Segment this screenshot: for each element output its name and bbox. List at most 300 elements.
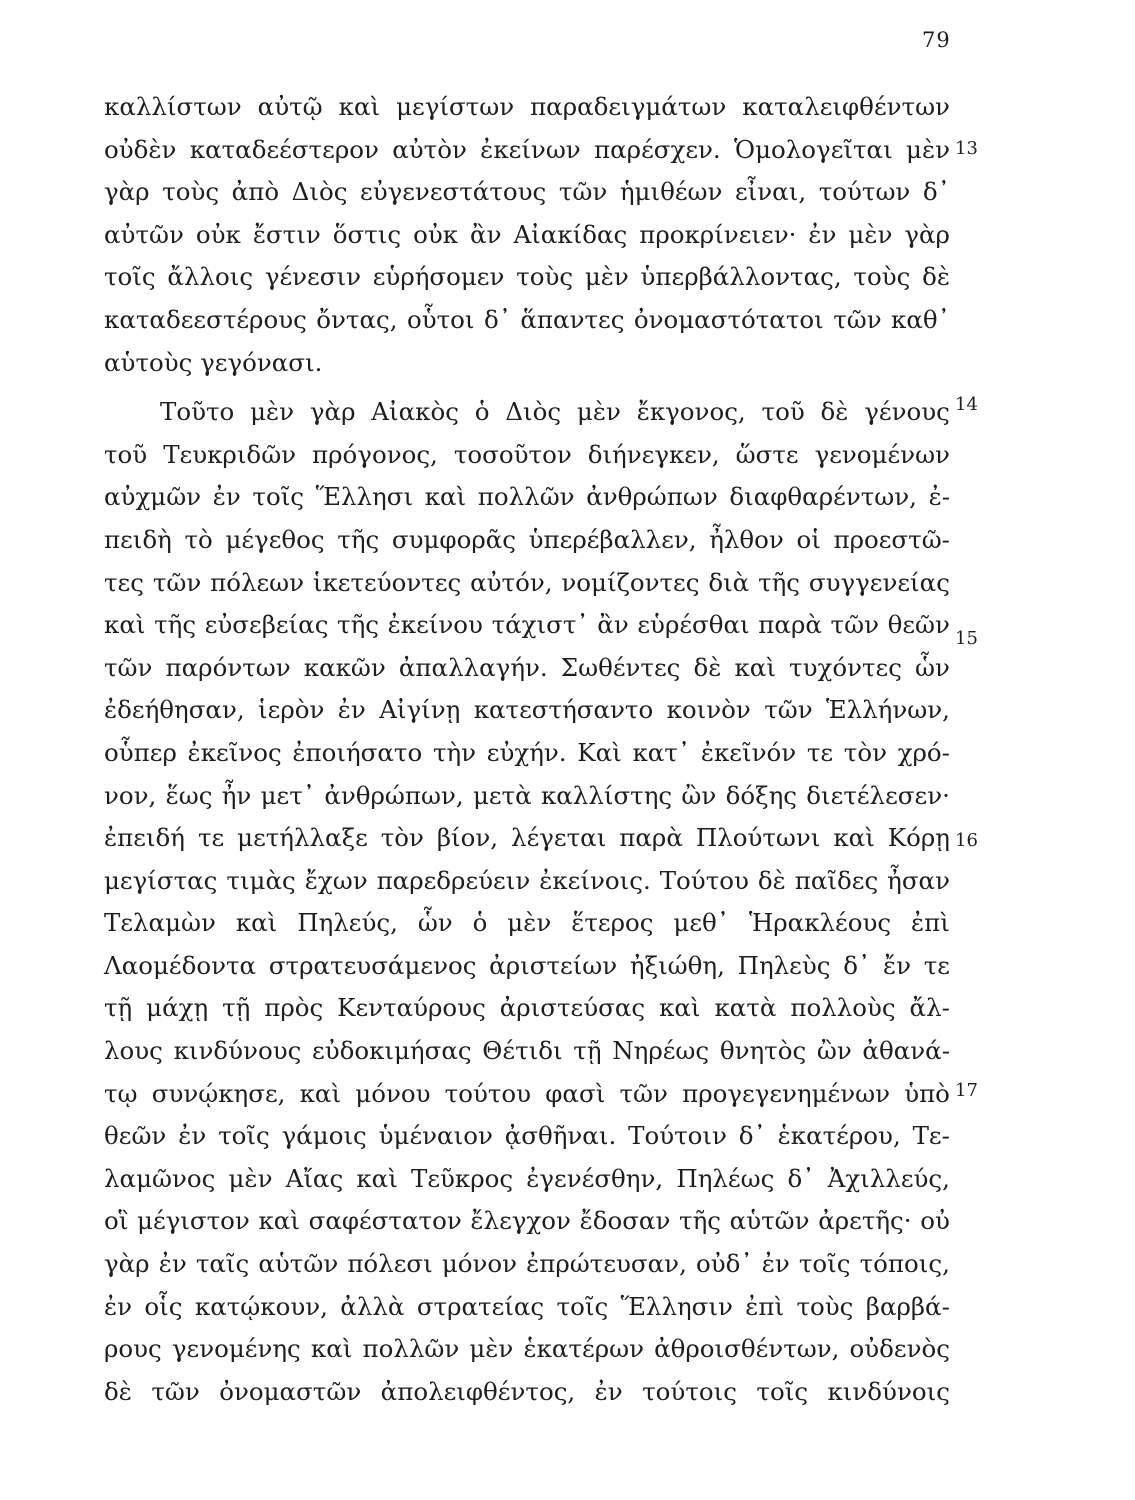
word: ὑπερβάλλοντας, bbox=[640, 262, 842, 292]
word: τῆς bbox=[758, 567, 801, 597]
word: Τούτου bbox=[659, 865, 749, 895]
word: μεθ᾽ bbox=[673, 908, 730, 938]
word: διὰ bbox=[708, 567, 750, 597]
word: οἳ bbox=[104, 1206, 129, 1236]
word: ἐκείνου bbox=[387, 610, 483, 640]
word: φασὶ bbox=[545, 1078, 606, 1108]
word: Τευκριδῶν bbox=[163, 439, 297, 469]
word: ἐκεῖνος bbox=[187, 737, 282, 767]
word: γενομένης bbox=[171, 1334, 301, 1364]
word: ἐδεήθησαν, bbox=[104, 695, 245, 725]
word: ὧν bbox=[417, 908, 453, 938]
word: πρὸς bbox=[264, 993, 324, 1023]
word: ἐν bbox=[808, 219, 837, 249]
word: μετήλλαξε bbox=[237, 823, 368, 853]
word: δ᾽ bbox=[843, 950, 871, 980]
word: Πηλεύς, bbox=[297, 908, 398, 938]
word: χρό- bbox=[897, 737, 950, 767]
text-line bbox=[104, 1158, 950, 1201]
word: Θέτιδι bbox=[482, 1036, 563, 1066]
word: δ᾽ bbox=[922, 177, 950, 207]
word: καταλειφθέντων bbox=[742, 92, 950, 121]
word: μὲν bbox=[228, 1163, 273, 1193]
word: ἔδοσαν bbox=[579, 1206, 671, 1236]
word: Λαομέδοντα bbox=[104, 950, 257, 980]
word: αὐτόν, bbox=[470, 567, 553, 597]
word: ἐπρώτευσαν, bbox=[526, 1249, 687, 1279]
word: τοῖς bbox=[104, 262, 156, 292]
word: ἐν bbox=[158, 1249, 187, 1279]
word: κατῴκουν, bbox=[194, 1291, 328, 1321]
word: μεγίστων bbox=[396, 92, 515, 121]
word: Σωθέντες bbox=[560, 652, 681, 682]
text-line bbox=[104, 647, 950, 690]
word: τῶν bbox=[104, 652, 153, 682]
word: παρὰ bbox=[619, 823, 683, 853]
word: ἐν bbox=[761, 1249, 790, 1279]
word: πόλεων bbox=[210, 567, 305, 597]
word: ἱερὸν bbox=[258, 695, 325, 725]
word: Ἑλλήνων, bbox=[826, 695, 950, 725]
word: τόποις, bbox=[859, 1249, 950, 1279]
word: κακῶν bbox=[303, 652, 386, 682]
word: εὐδοκιμήσας bbox=[312, 1036, 472, 1066]
text-line bbox=[104, 214, 950, 257]
word: Τελαμὼν bbox=[104, 908, 216, 938]
word: πολλοὺς bbox=[790, 993, 896, 1023]
word: πόλεσι bbox=[347, 1249, 433, 1279]
word: μὲν bbox=[507, 908, 552, 938]
word: καὶ bbox=[310, 1334, 353, 1364]
text-line bbox=[104, 519, 950, 562]
word: καλλίστων bbox=[104, 92, 242, 121]
word: θεῶν bbox=[104, 1121, 167, 1151]
word: καὶ bbox=[734, 652, 776, 682]
text-line bbox=[104, 732, 950, 775]
word: ὁ bbox=[474, 397, 490, 427]
word: μόνου bbox=[355, 1078, 431, 1108]
word: μὲν bbox=[250, 397, 295, 427]
word: τῇ bbox=[104, 993, 133, 1023]
word: Τούτοιν bbox=[628, 1121, 727, 1151]
word: τῶν bbox=[152, 567, 202, 597]
word: Πηλέως bbox=[676, 1163, 775, 1193]
word: ὧν bbox=[915, 652, 950, 682]
word: ἀπαλλαγήν. bbox=[398, 652, 548, 682]
word: κατὰ bbox=[714, 993, 777, 1023]
text-line bbox=[104, 902, 950, 945]
word: καὶ bbox=[299, 1078, 342, 1108]
section-number: 17 bbox=[955, 1080, 978, 1101]
word: ἀθανά- bbox=[862, 1036, 950, 1066]
word: εὑρέσθαι bbox=[637, 610, 750, 640]
word: τιμὰς bbox=[226, 865, 296, 895]
word: καὶ bbox=[104, 610, 146, 640]
word: παῖδες bbox=[794, 865, 879, 895]
word: παρεδρεύειν bbox=[376, 865, 531, 895]
word: Διὸς bbox=[291, 177, 348, 207]
word: ἦλθον bbox=[709, 524, 784, 554]
text-line bbox=[104, 434, 950, 477]
word: ἀπολειφθέντος, bbox=[380, 1376, 576, 1406]
word: καταδεέστερον bbox=[189, 134, 379, 164]
word: ὑμέναιον bbox=[378, 1121, 493, 1151]
word: Αἰακίδας bbox=[513, 219, 628, 249]
word: πειδὴ bbox=[104, 524, 172, 554]
text-line bbox=[104, 171, 950, 214]
word: ἐκείνοις. bbox=[539, 865, 651, 895]
word: ἐπὶ bbox=[745, 1291, 785, 1321]
word: ᾀσθῆναι. bbox=[504, 1121, 617, 1151]
word: γένους bbox=[864, 397, 950, 427]
word: τῇ bbox=[573, 1036, 602, 1066]
word: λους bbox=[104, 1036, 163, 1066]
text-line bbox=[104, 476, 950, 519]
word: βαρβά- bbox=[865, 1291, 950, 1321]
word: οὐκ bbox=[413, 219, 459, 249]
word: στρατευσάμενος bbox=[268, 950, 477, 980]
word: μόνον bbox=[441, 1249, 518, 1279]
text-line bbox=[104, 987, 950, 1030]
text-line bbox=[104, 562, 950, 605]
word: τοῖς bbox=[756, 1376, 809, 1406]
word: ἐπὶ bbox=[911, 908, 950, 938]
word: οὗπερ bbox=[104, 737, 177, 767]
word: ἀριστείων bbox=[489, 950, 618, 980]
word: ἄλλοις bbox=[167, 262, 254, 292]
word: μέγιστον bbox=[137, 1206, 250, 1236]
word: ἀριστεύσας bbox=[499, 993, 646, 1023]
text-line bbox=[104, 1243, 950, 1286]
word: καλλίστης bbox=[540, 780, 673, 810]
word: πολλῶν bbox=[362, 1334, 460, 1364]
word: ὀνομαστότατοι bbox=[633, 304, 824, 334]
word: ἐγενέσθην, bbox=[526, 1163, 664, 1193]
word: γένεσιν bbox=[264, 262, 361, 292]
word: Αἴας bbox=[285, 1163, 344, 1193]
word: τοῖς bbox=[798, 1249, 851, 1279]
word: δόξης bbox=[725, 780, 797, 810]
word: κινδύνοις bbox=[827, 1376, 950, 1406]
word: εὑρήσομεν bbox=[372, 262, 505, 292]
word: καθ᾽ bbox=[891, 304, 950, 334]
word: τε bbox=[923, 950, 950, 980]
word: ἐν bbox=[337, 695, 366, 725]
word: ἅπαντες bbox=[520, 304, 625, 334]
word: Τοῦτο bbox=[160, 397, 235, 427]
word: ἀνθρώπων, bbox=[324, 780, 464, 810]
word: τοὺς bbox=[516, 262, 574, 292]
word: δὲ bbox=[104, 1376, 132, 1406]
word: Ὁμολογεῖται bbox=[734, 134, 893, 164]
word: προκρίνειεν· bbox=[639, 219, 797, 249]
text-line bbox=[104, 1371, 950, 1414]
word: Ἡρακλέους bbox=[748, 908, 892, 938]
word: προγεγενημένων bbox=[682, 1078, 890, 1108]
word: ἀρετῆς· bbox=[818, 1206, 912, 1236]
word: ἦν bbox=[221, 780, 252, 810]
text-line bbox=[104, 860, 950, 903]
text-line bbox=[104, 1115, 950, 1158]
word: δὲ bbox=[757, 865, 786, 895]
word: ἀπὸ bbox=[231, 177, 280, 207]
word: συμφορᾶς bbox=[391, 524, 516, 554]
word: τῆς bbox=[337, 524, 380, 554]
word: δὲ bbox=[693, 652, 722, 682]
word: τούτων bbox=[818, 177, 911, 207]
section-number: 15 bbox=[955, 628, 978, 649]
section-number: 14 bbox=[955, 394, 978, 415]
word: μὲν bbox=[584, 262, 629, 292]
word: τῆς bbox=[337, 610, 380, 640]
text-line bbox=[104, 256, 950, 299]
text-line bbox=[104, 945, 950, 988]
word: Ἕλλησιν bbox=[620, 1291, 733, 1321]
word: ἕως bbox=[165, 780, 213, 810]
word: Διὸς bbox=[505, 397, 562, 427]
word: Ἀχιλλεύς, bbox=[827, 1163, 950, 1193]
word: οἷς bbox=[144, 1291, 183, 1321]
word: ἐ- bbox=[928, 482, 950, 512]
word: Νηρέως bbox=[612, 1036, 710, 1066]
word: ἔλεγχον bbox=[470, 1206, 571, 1236]
word: ἑκατέρων bbox=[523, 1334, 644, 1364]
word: θεῶν bbox=[887, 610, 950, 640]
word: δ᾽ bbox=[738, 1121, 766, 1151]
word: ταῖς bbox=[195, 1249, 250, 1279]
word: ἐν bbox=[178, 1121, 207, 1151]
word: Αἰακὸς bbox=[371, 397, 459, 427]
text-line bbox=[104, 391, 950, 434]
word: διήνεγκεν, bbox=[587, 439, 720, 469]
word: τυχόντες bbox=[789, 652, 902, 682]
word: εὐγενεστάτους bbox=[360, 177, 547, 207]
word: ὢν bbox=[816, 1036, 852, 1066]
word: εἶναι, bbox=[734, 177, 807, 207]
text-line bbox=[104, 817, 950, 860]
word: ρους bbox=[104, 1334, 162, 1364]
word: κατεστήσαντο bbox=[473, 695, 654, 725]
word: τε bbox=[197, 823, 225, 853]
text-line bbox=[104, 1328, 950, 1371]
word: τοῦ bbox=[761, 397, 805, 427]
word: μεγίστας bbox=[104, 865, 218, 895]
word: τοῖς bbox=[218, 1121, 270, 1151]
word: καὶ bbox=[424, 482, 467, 512]
word: νον, bbox=[104, 780, 157, 810]
word: γενομένων bbox=[814, 439, 950, 469]
text-line bbox=[104, 1286, 950, 1329]
word: ἄλ- bbox=[909, 993, 950, 1023]
word: ἐν bbox=[594, 1376, 623, 1406]
word: ἑκατέρου, bbox=[777, 1121, 901, 1151]
word: τοῦ bbox=[104, 439, 148, 469]
word: οὗτοι bbox=[406, 304, 475, 334]
word: τῆς bbox=[154, 610, 197, 640]
word: τῶν bbox=[151, 1376, 200, 1406]
word: ἡμιθέων bbox=[619, 177, 723, 207]
word: ἐκείνων bbox=[480, 134, 581, 164]
word: τες bbox=[104, 567, 144, 597]
word: τοὺς bbox=[162, 177, 220, 207]
word: τῇ bbox=[222, 993, 251, 1023]
word: καὶ bbox=[356, 1163, 398, 1193]
word: ἔχων bbox=[304, 865, 368, 895]
word: ἐν bbox=[104, 1291, 133, 1321]
word: τῶν bbox=[619, 1078, 668, 1108]
word: ἐποιήσατο bbox=[292, 737, 423, 767]
word: καταδεεστέρους bbox=[104, 304, 307, 334]
word: στρατείας bbox=[416, 1291, 545, 1321]
word: δὲ bbox=[820, 397, 849, 427]
word: εὐσεβείας bbox=[204, 610, 329, 640]
word: οὐκ bbox=[195, 219, 241, 249]
word: Καὶ bbox=[577, 737, 622, 767]
word: ἐν bbox=[212, 482, 241, 512]
word: τούτοις bbox=[642, 1376, 737, 1406]
word: ἔκγονος, bbox=[636, 397, 746, 427]
word: νομίζοντες bbox=[561, 567, 700, 597]
text-line bbox=[104, 775, 950, 818]
text-line bbox=[104, 689, 950, 732]
word: ὢν bbox=[681, 780, 717, 810]
word: τῶν bbox=[830, 610, 879, 640]
word: τὸν bbox=[380, 823, 424, 853]
word: ἐκεῖνόν bbox=[700, 737, 797, 767]
word: συνῴκησε, bbox=[151, 1078, 286, 1108]
section-number: 13 bbox=[955, 138, 978, 159]
main-text bbox=[104, 86, 950, 1413]
word: αὐχμῶν bbox=[104, 482, 202, 512]
word: γάμοις bbox=[281, 1121, 367, 1151]
word: αὑτῶν bbox=[729, 1206, 810, 1236]
line-text: αὑτοὺς γεγόνασι. bbox=[104, 347, 323, 377]
word: παρὰ bbox=[758, 610, 822, 640]
word: πρόγονος, bbox=[312, 439, 438, 469]
word: αὑτῶν bbox=[258, 1249, 339, 1279]
word: βίον, bbox=[436, 823, 499, 853]
word: τῳ bbox=[104, 1078, 138, 1108]
word: δὲ bbox=[922, 262, 950, 292]
word: ἂν bbox=[597, 610, 629, 640]
word: ἐπειδή bbox=[104, 823, 185, 853]
word: γὰρ bbox=[104, 177, 150, 207]
word: ἔστιν bbox=[252, 219, 321, 249]
word: μὲν bbox=[906, 134, 950, 164]
word: μὲν bbox=[576, 397, 621, 427]
section-number: 16 bbox=[955, 830, 978, 851]
word: εὐχήν. bbox=[486, 737, 567, 767]
word: ὁ bbox=[472, 908, 488, 938]
word: Αἰγίνῃ bbox=[379, 695, 461, 725]
word: συγγενείας bbox=[808, 567, 950, 597]
word: σαφέστατον bbox=[308, 1206, 462, 1236]
word: θνητὸς bbox=[719, 1036, 807, 1066]
text-line bbox=[104, 342, 950, 385]
word: ὑπερέβαλλεν, bbox=[528, 524, 697, 554]
word: καὶ bbox=[258, 1206, 300, 1236]
word: λέγεται bbox=[511, 823, 607, 853]
word: τὸν bbox=[843, 737, 887, 767]
text-line bbox=[104, 1200, 950, 1243]
word: καὶ bbox=[235, 908, 278, 938]
word: οὐδ᾽ bbox=[695, 1249, 753, 1279]
word: διαφθαρέντων, bbox=[729, 482, 917, 512]
word: Κόρῃ bbox=[887, 823, 950, 853]
word: ἀθροισθέντων, bbox=[654, 1334, 840, 1364]
word: τὸ bbox=[184, 524, 213, 554]
word: ἔν bbox=[882, 950, 911, 980]
word: οὐ bbox=[920, 1206, 950, 1236]
word: ὄντας, bbox=[316, 304, 398, 334]
word: τούτου bbox=[444, 1078, 532, 1108]
word: οὐδενὸς bbox=[849, 1334, 950, 1364]
word: τάχιστ᾽ bbox=[491, 610, 589, 640]
word: κινδύνους bbox=[173, 1036, 302, 1066]
word: ἱκετεύοντες bbox=[312, 567, 462, 597]
word: γὰρ bbox=[104, 1249, 150, 1279]
word: τοσοῦτον bbox=[453, 439, 572, 469]
word: τε bbox=[806, 737, 834, 767]
text-line bbox=[104, 1030, 950, 1073]
word: ἂν bbox=[470, 219, 502, 249]
word: λαμῶνος bbox=[104, 1163, 216, 1193]
word: καὶ bbox=[338, 92, 381, 121]
word: τοῖς bbox=[252, 482, 305, 512]
word: καὶ bbox=[833, 823, 875, 853]
word: δ᾽ bbox=[483, 304, 511, 334]
text-line bbox=[104, 299, 950, 342]
word: ὀνομαστῶν bbox=[219, 1376, 362, 1406]
word: μάχῃ bbox=[146, 993, 209, 1023]
word: πολλῶν bbox=[477, 482, 575, 512]
word: Κενταύρους bbox=[337, 993, 486, 1023]
word: Πηλεὺς bbox=[737, 950, 831, 980]
word: ἀνθρώπων bbox=[586, 482, 718, 512]
word: τοὺς bbox=[796, 1291, 854, 1321]
word: παρέσχεν. bbox=[594, 134, 721, 164]
word: ὑπὸ bbox=[904, 1078, 950, 1108]
word: γὰρ bbox=[904, 219, 950, 249]
word: τοὺς bbox=[853, 262, 911, 292]
word: τῆς bbox=[679, 1206, 721, 1236]
word: Ἕλλησι bbox=[315, 482, 414, 512]
word: αὐτῷ bbox=[257, 92, 323, 121]
word: τῶν bbox=[833, 304, 882, 334]
word: οἱ bbox=[796, 524, 821, 554]
word: ἦσαν bbox=[887, 865, 950, 895]
word: τῶν bbox=[764, 695, 813, 725]
word: τοῖς bbox=[556, 1291, 609, 1321]
word: μετ᾽ bbox=[260, 780, 316, 810]
word: καὶ bbox=[659, 993, 701, 1023]
word: παρόντων bbox=[165, 652, 291, 682]
word: τὴν bbox=[432, 737, 477, 767]
word: δ᾽ bbox=[787, 1163, 815, 1193]
word: τῶν bbox=[558, 177, 608, 207]
text-line bbox=[104, 129, 950, 172]
word: αὐτὸν bbox=[392, 134, 467, 164]
word: μὲν bbox=[848, 219, 893, 249]
page-number: 79 bbox=[922, 28, 951, 52]
word: Τεῦκρος bbox=[410, 1163, 514, 1193]
word: μετὰ bbox=[472, 780, 532, 810]
word: Τε- bbox=[912, 1121, 950, 1151]
text-line bbox=[104, 604, 950, 647]
text-line bbox=[104, 1073, 950, 1116]
word: ἠξιώθη, bbox=[629, 950, 725, 980]
word: διετέλεσεν· bbox=[806, 780, 950, 810]
